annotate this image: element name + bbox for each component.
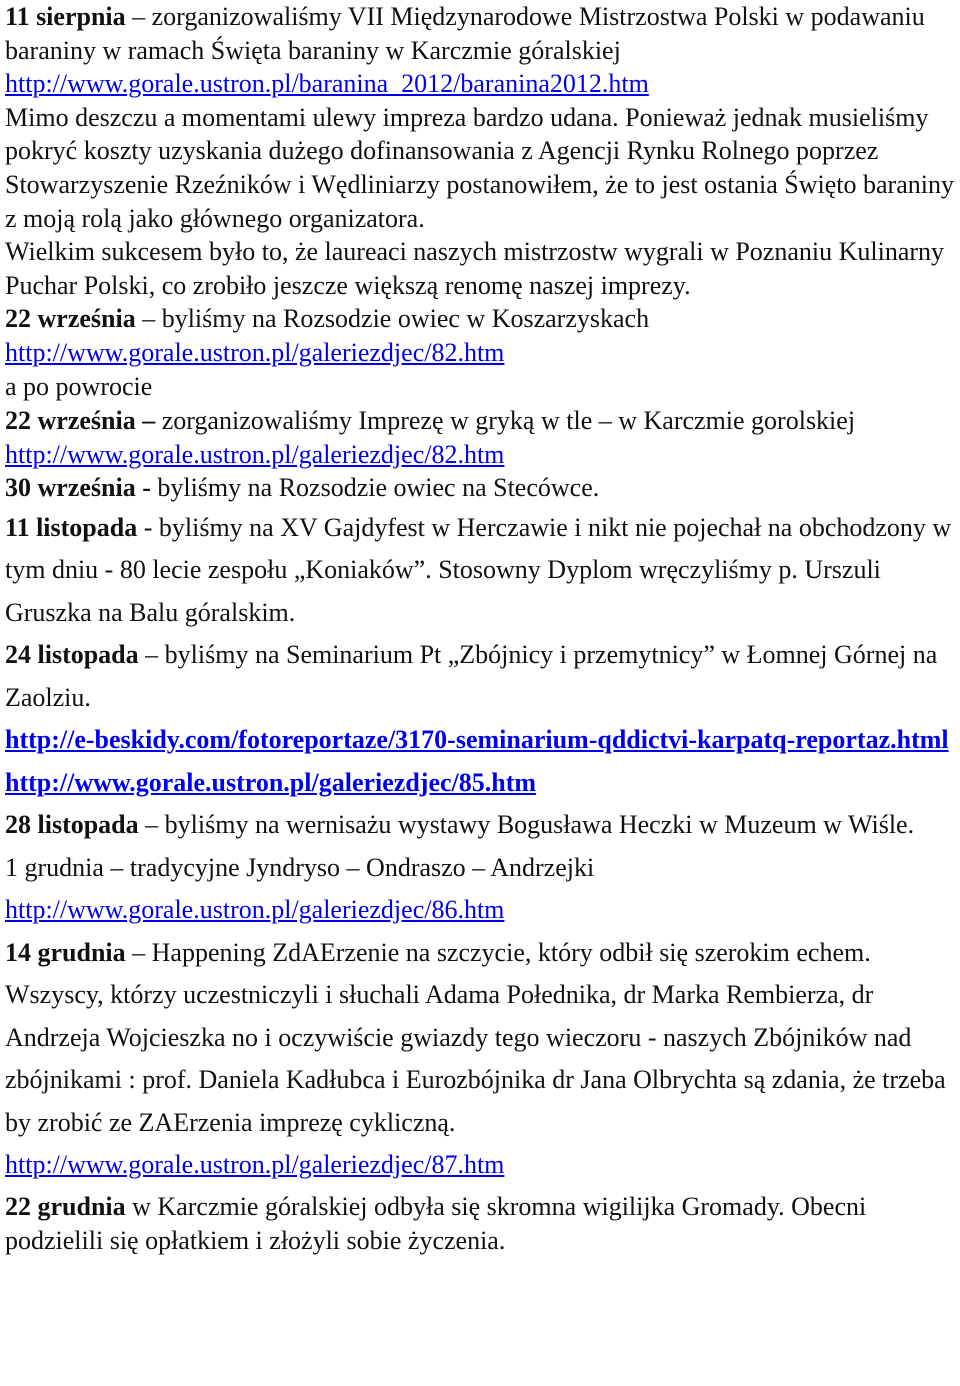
entry-text: byliśmy na Rozsodzie owiec na Stecówce. (150, 473, 600, 503)
entry-text: – Happening ZdAErzenie na szczycie, który odbił się szerokim echem. Wszyscy, którzy uczestniczyli i słuchali Adama Połednika, dr Marka Rembierza, dr Andrzeja Wojcieszka no i oczywiście gwiazdy tego wieczoru - naszych Zbójników nad zbójnikami : prof. Daniela Kadłubca i Eurozbójnika dr Jana Olbrychta są zdania, że trzeba by zrobić ze ZAErzenia imprezę cykliczną. (5, 937, 946, 1137)
entry-22-wrzesnia-impreza (5, 404, 956, 471)
entry-text-2a: Mimo deszczu a momentami ulewy impreza bardzo udana. (5, 102, 619, 132)
entry-28-listopada (5, 804, 956, 847)
entry-date: 24 listopada (5, 640, 139, 670)
entry-text: – zorganizowaliśmy VII Międzynarodowe Mistrzostwa Polski w podawaniu baraniny w ramach Święta baraniny w Karczmie góralskiej (5, 2, 925, 65)
entry-text: 1 grudnia – tradycyjne Jyndryso – Ondraszo – Andrzejki (5, 852, 595, 882)
entry-30-wrzesnia (5, 471, 956, 505)
link-galeria-82[interactable]: http://www.gorale.ustron.pl/galeriezdjec/82.htm (5, 337, 505, 367)
entry-14-grudnia (5, 932, 956, 1187)
entry-date: 30 września - (5, 473, 151, 503)
entry-1-grudnia (5, 847, 956, 932)
entry-11-sierpnia (5, 0, 956, 302)
entry-date: 22 grudnia (5, 1191, 126, 1221)
link-galeria-87[interactable]: http://www.gorale.ustron.pl/galeriezdjec/87.htm (5, 1150, 505, 1180)
entry-text: – byliśmy na Rozsodzie owiec w Koszarzyskach (135, 304, 650, 334)
link-e-beskidy-seminarium[interactable]: http://e-beskidy.com/fotoreportaze/3170-seminarium-qddictvi-karpatq-reportaz.html (5, 725, 949, 755)
entry-date: 28 listopada (5, 810, 139, 840)
entry-text: zorganizowaliśmy Imprezę w gryką w tle – w Karczmie gorolskiej (155, 406, 856, 436)
entry-text-after: a po powrocie (5, 371, 153, 401)
entry-date: 22 września – (5, 406, 156, 436)
entry-24-listopada (5, 634, 956, 804)
entry-text-3: Wielkim sukcesem było to, że laureaci naszych mistrzostw wygrali w Poznaniu Kulinarny Puchar Polski, co zrobiło jeszcze większą renomę naszej imprezy. (5, 237, 945, 300)
entry-text: - byliśmy na XV Gajdyfest w Herczawie i nikt nie pojechał na obchodzony w tym dniu - 80 lecie zespołu „Koniaków”. Stosowny Dyplom wręczyliśmy p. Urszuli Gruszka na Balu góralskim. (5, 512, 952, 627)
entry-date: 11 sierpnia (5, 2, 126, 31)
entry-text-2b: Ponieważ jednak musieliśmy pokryć koszty uzyskania dużego dofinansowania z Agencji Rynku Rolnego poprzez Stowarzyszenie Rzeźników i Wędliniarzy postanowiłem, że to jest ostania Święto baraniny z moją rolą jako głównego organizatora. (5, 102, 954, 233)
entry-22-wrzesnia-rozsod (5, 302, 956, 403)
entry-11-listopada (5, 507, 956, 635)
entry-date: 14 grudnia (5, 937, 126, 967)
entry-22-grudnia (5, 1190, 956, 1257)
entry-date: 11 listopada (5, 512, 138, 542)
entry-date: 22 września (5, 304, 136, 334)
link-baranina-2012[interactable]: http://www.gorale.ustron.pl/baranina_2012/baranina2012.htm (5, 69, 649, 99)
link-galeria-86[interactable]: http://www.gorale.ustron.pl/galeriezdjec/86.htm (5, 895, 505, 925)
entry-text: – byliśmy na wernisażu wystawy Bogusława Heczki w Muzeum w Wiśle. (138, 810, 915, 840)
link-galeria-82-b[interactable]: http://www.gorale.ustron.pl/galeriezdjec/82.htm (5, 439, 505, 469)
link-galeria-85[interactable]: http://www.gorale.ustron.pl/galeriezdjec/85.htm (5, 767, 537, 797)
entry-text: – byliśmy na Seminarium Pt „Zbójnicy i przemytnicy” w Łomnej Górnej na Zaolziu. (5, 640, 938, 712)
entry-text: w Karczmie góralskiej odbyła się skromna wigilijka Gromady. Obecni podzielili się opłatkiem i złożyli sobie życzenia. (5, 1191, 867, 1255)
